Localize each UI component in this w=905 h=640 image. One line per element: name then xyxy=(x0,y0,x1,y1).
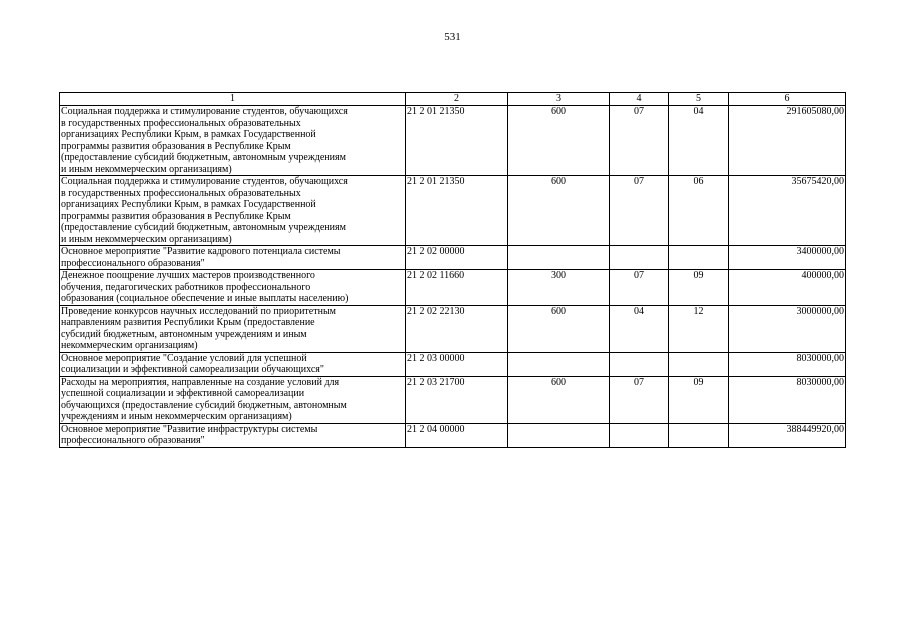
row-amount: 3000000,00 xyxy=(729,305,846,352)
row-col4: 04 xyxy=(610,305,669,352)
row-name: Денежное поощрение лучших мастеров производственного обучения, педагогических работников профессионального образования (социальное обеспечение и иные выплаты населению) xyxy=(60,270,406,306)
row-amount: 8030000,00 xyxy=(729,376,846,423)
row-col4: 07 xyxy=(610,270,669,306)
row-code: 21 2 02 00000 xyxy=(406,246,508,270)
table-row xyxy=(60,352,846,376)
row-name: Проведение конкурсов научных исследований по приоритетным направлениям развития Республики Крым (предоставление субсидий бюджетным, автономным учреждениям и иным некоммерческим организациям) xyxy=(60,305,406,352)
table-row xyxy=(60,376,846,423)
row-amount: 8030000,00 xyxy=(729,352,846,376)
row-col4: 07 xyxy=(610,176,669,246)
row-col3: 300 xyxy=(508,270,610,306)
row-code: 21 2 04 00000 xyxy=(406,423,508,447)
column-header: 5 xyxy=(669,93,729,106)
row-col5 xyxy=(669,246,729,270)
row-col5 xyxy=(669,423,729,447)
column-header: 4 xyxy=(610,93,669,106)
column-header: 3 xyxy=(508,93,610,106)
table-row xyxy=(60,106,846,176)
row-col5: 04 xyxy=(669,106,729,176)
row-col5: 12 xyxy=(669,305,729,352)
row-code: 21 2 03 00000 xyxy=(406,352,508,376)
row-col3 xyxy=(508,246,610,270)
row-code: 21 2 02 22130 xyxy=(406,305,508,352)
budget-table xyxy=(59,92,846,448)
row-name: Расходы на мероприятия, направленные на создание условий для успешной социализации и эффективной самореализации обучающихся (предоставление субсидий бюджетным, автономным учреждениям и иным некоммерческим организациям) xyxy=(60,376,406,423)
column-header: 2 xyxy=(406,93,508,106)
row-amount: 400000,00 xyxy=(729,270,846,306)
row-name: Основное мероприятие "Развитие инфраструктуры системы профессионального образования" xyxy=(60,423,406,447)
row-name: Социальная поддержка и стимулирование студентов, обучающихся в государственных профессиональных образовательных организациях Республики Крым, в рамках Государственной программы развития образования в Республике Крым (предоставление субсидий бюджетным, автономным учреждениям и иным некоммерческим организациям) xyxy=(60,106,406,176)
row-amount: 291605080,00 xyxy=(729,106,846,176)
column-header: 1 xyxy=(60,93,406,106)
table-row xyxy=(60,246,846,270)
row-col4: 07 xyxy=(610,106,669,176)
row-col3 xyxy=(508,423,610,447)
page-number: 531 xyxy=(444,31,461,43)
row-col5: 09 xyxy=(669,270,729,306)
table-row xyxy=(60,423,846,447)
row-col4 xyxy=(610,423,669,447)
row-col3: 600 xyxy=(508,305,610,352)
row-col4 xyxy=(610,246,669,270)
row-col5: 06 xyxy=(669,176,729,246)
row-col3: 600 xyxy=(508,376,610,423)
row-name: Основное мероприятие "Создание условий для успешной социализации и эффективной самореализации обучающихся" xyxy=(60,352,406,376)
row-name: Основное мероприятие "Развитие кадрового потенциала системы профессионального образования" xyxy=(60,246,406,270)
row-amount: 388449920,00 xyxy=(729,423,846,447)
table-row xyxy=(60,305,846,352)
table-row xyxy=(60,176,846,246)
row-col5 xyxy=(669,352,729,376)
row-code: 21 2 01 21350 xyxy=(406,176,508,246)
table-row xyxy=(60,270,846,306)
column-header: 6 xyxy=(729,93,846,106)
row-col4 xyxy=(610,352,669,376)
row-col3: 600 xyxy=(508,176,610,246)
row-amount: 3400000,00 xyxy=(729,246,846,270)
row-amount: 35675420,00 xyxy=(729,176,846,246)
row-col3 xyxy=(508,352,610,376)
row-code: 21 2 01 21350 xyxy=(406,106,508,176)
row-col5: 09 xyxy=(669,376,729,423)
row-code: 21 2 03 21700 xyxy=(406,376,508,423)
row-name: Социальная поддержка и стимулирование студентов, обучающихся в государственных профессиональных образовательных организациях Республики Крым, в рамках Государственной программы развития образования в Республике Крым (предоставление субсидий бюджетным, автономным учреждениям и иным некоммерческим организациям) xyxy=(60,176,406,246)
row-col4: 07 xyxy=(610,376,669,423)
row-col3: 600 xyxy=(508,106,610,176)
header-row xyxy=(60,93,846,106)
row-code: 21 2 02 11660 xyxy=(406,270,508,306)
